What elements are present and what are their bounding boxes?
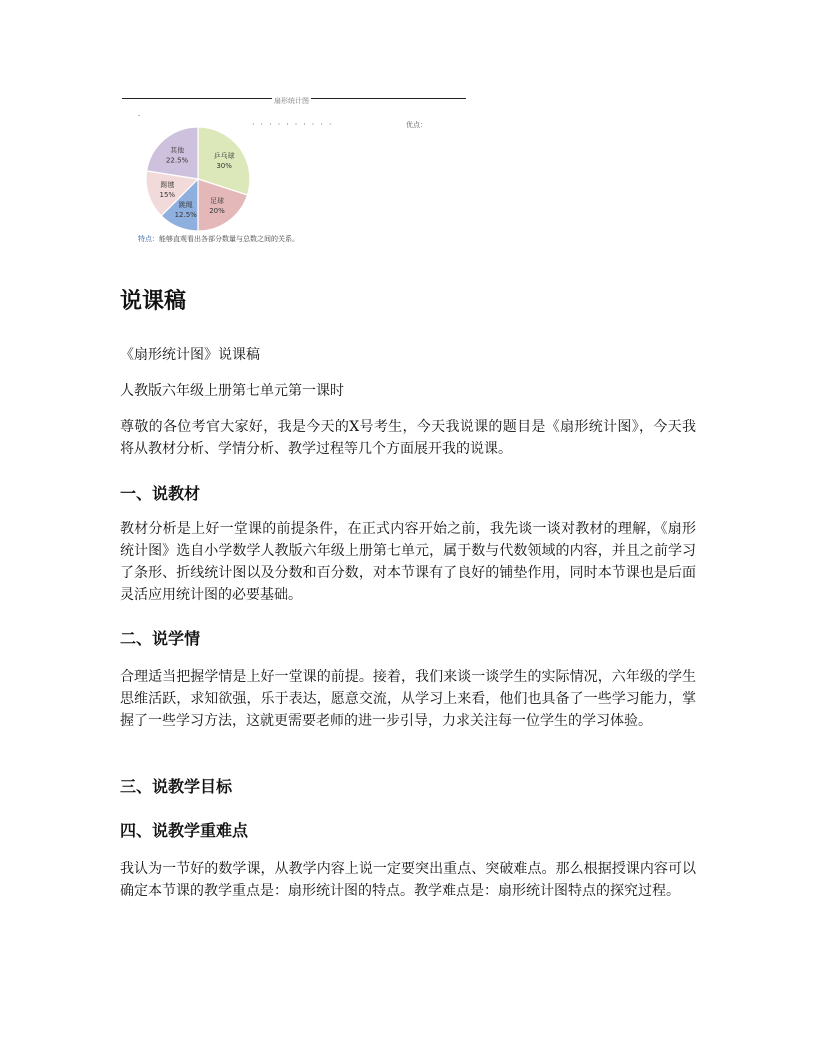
- pie-slice-label: 其他: [170, 146, 185, 155]
- figure-advantage-label: 优点：: [406, 121, 427, 129]
- pie-chart-figure: [122, 96, 466, 252]
- figure-mark: ·: [138, 112, 141, 120]
- pie-slice-label: 跳绳: [178, 200, 193, 209]
- intro-paragraph: 尊敬的各位考官大家好，我是今天的X号考生，今天我说课的题目是《扇形统计图》，今天我将从教材分析、学情分析、教学过程等几个方面展开我的说课。: [120, 419, 696, 457]
- pie-slice-value: 12.5%: [174, 210, 197, 219]
- section-heading-textbook: 一、说教材: [120, 484, 201, 503]
- pie-slice-label: 足球: [210, 197, 224, 206]
- pie-slice-value: 15%: [159, 191, 176, 199]
- section-heading-students: 二、说学情: [120, 629, 201, 648]
- page-title: 说课稿: [120, 289, 187, 314]
- doc-edition: 人教版六年级上册第七单元第一课时: [120, 383, 344, 399]
- dotted-leader: ··········: [252, 120, 338, 129]
- figure-title: 扇形统计图: [274, 97, 309, 105]
- doc-subtitle: 《扇形统计图》说课稿: [120, 347, 260, 363]
- pie-slice-value: 30%: [216, 162, 232, 170]
- pie-slice-value: 20%: [209, 207, 225, 216]
- pie-slice-label: 乒乓球: [213, 152, 235, 160]
- figure-note-text: 能够直观看出各部分数量与总数之间的关系。: [159, 235, 299, 243]
- section-body-textbook: 教材分析是上好一堂课的前提条件，在正式内容开始之前，我先谈一谈对教材的理解，《扇形统计图》选自小学数学人教版六年级上册第七单元，属于数与代数领域的内容，并且之前学习了条形、折线统计图以及分数和百分数，对本节课有了良好的铺垫作用，同时本节课也是后面灵活应用统计图的必要基础。: [120, 521, 696, 603]
- section-body-keypoints: 我认为一节好的数学课，从教学内容上说一定要突出重点、突破难点。那么根据授课内容可以确定本节课的教学重点是：扇形统计图的特点。教学难点是：扇形统计图特点的探究过程。: [120, 861, 696, 899]
- pie-chart: [122, 96, 466, 252]
- section-heading-keypoints: 四、说教学重难点: [120, 821, 249, 840]
- section-body-students: 合理适当把握学情是上好一堂课的前提。接着，我们来谈一谈学生的实际情况，六年级的学生思维活跃，求知欲强，乐于表达，愿意交流，从学习上来看，他们也具备了一些学习能力，掌握了一些学习方法，这就更需要老师的进一步引导，力求关注每一位学生的学习体验。: [120, 669, 696, 729]
- figure-note: [138, 234, 299, 244]
- section-heading-goals: 三、说教学目标: [120, 777, 233, 796]
- figure-note-label: 特点：: [138, 235, 159, 243]
- pie-slice-label: 踢毽: [160, 181, 175, 189]
- pie-slice-value: 22.5%: [165, 156, 189, 165]
